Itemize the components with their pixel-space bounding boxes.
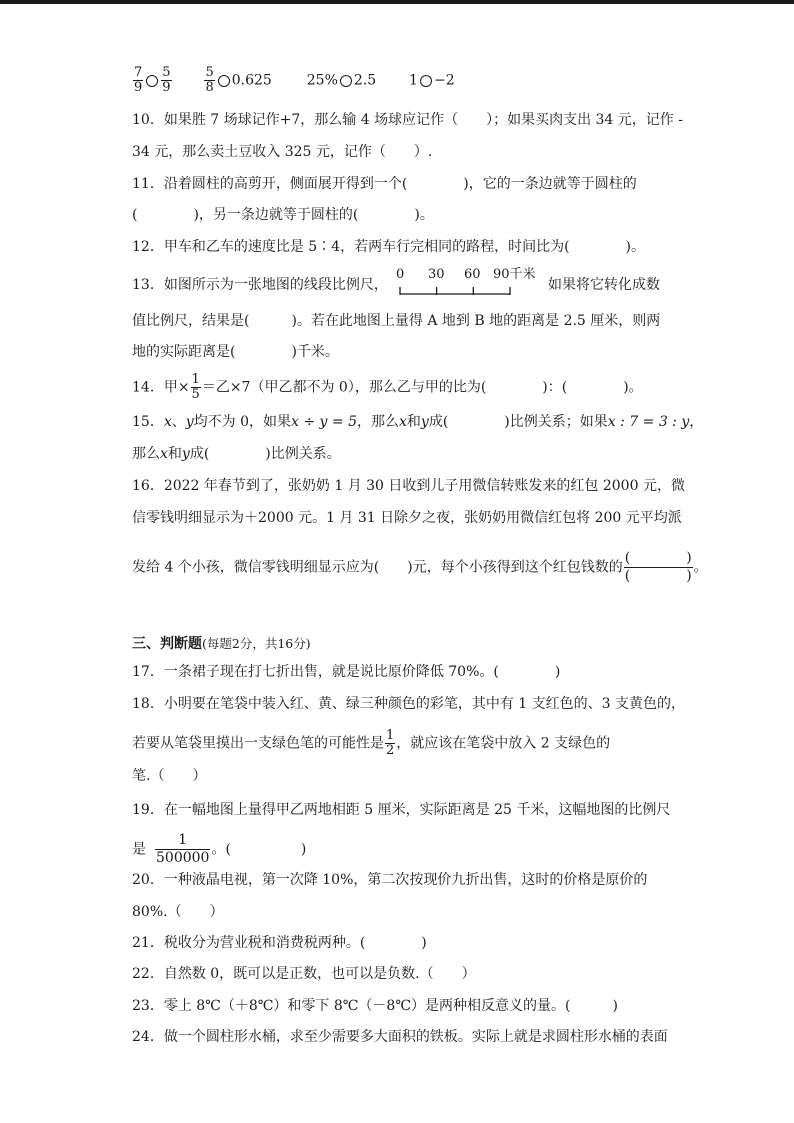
q18-text: ，就应该在笔袋中放入 2 支绿色的 bbox=[396, 735, 611, 752]
fraction: $\frac{7}{9}$ bbox=[134, 65, 143, 95]
top-border bbox=[0, 0, 794, 4]
q16-line-2: 信零钱明细显示为＋2000 元。1 月 31 日除夕之夜，张奶奶用微信红包将 200 元平均派 bbox=[132, 510, 682, 526]
section-header bbox=[132, 634, 311, 654]
q16-text: 。 bbox=[693, 559, 708, 576]
q15-text: ，那么 bbox=[357, 414, 399, 430]
q11-line-2: ( )，另一条边就等于圆柱的( )。 bbox=[132, 207, 434, 223]
q13-line-1b: 如果将它转化成数 bbox=[548, 277, 660, 293]
line-scale-figure bbox=[396, 267, 536, 299]
compare-value: 0.625 bbox=[231, 72, 272, 89]
q19-line-1: 19．在一幅地图上量得甲乙两地相距 5 厘米，实际距离是 25 千米，这幅地图的比例尺 bbox=[132, 802, 671, 818]
q20-line-2: 80%.（ ） bbox=[132, 904, 224, 920]
q11-line-1: 11．沿着圆柱的高剪开，侧面展开得到一个( )，它的一条边就等于圆柱的 bbox=[132, 176, 637, 192]
q15-text: 成( )比例关系。 bbox=[189, 446, 341, 462]
scale-bar bbox=[399, 287, 511, 295]
scale-label: 90千米 bbox=[493, 267, 536, 282]
q9-compare-row bbox=[132, 66, 455, 95]
q15-line-1 bbox=[132, 412, 703, 432]
compare-value: −2 bbox=[433, 72, 455, 89]
q15-expr: x : 7 = 3 : y bbox=[607, 414, 690, 430]
q14-text: ＝乙×7（甲乙都不为 0），那么乙与甲的比为( )：( )。 bbox=[201, 379, 643, 396]
scale-label: 30 bbox=[428, 267, 445, 282]
compare-value: 1 bbox=[409, 72, 418, 89]
q19-text: 。( ) bbox=[211, 841, 307, 858]
q18-line-3: 笔.（ ） bbox=[132, 768, 207, 784]
q15-expr: x ÷ y = 5 bbox=[291, 414, 357, 430]
q18-line-2 bbox=[132, 729, 610, 758]
var-y: y bbox=[181, 446, 190, 462]
compare-circle[interactable] bbox=[146, 75, 158, 87]
fraction-blank: $\frac{( )}{( )}$ bbox=[624, 550, 692, 584]
q19-text: 是 bbox=[132, 841, 146, 858]
fraction: $\frac{1}{500000}$ bbox=[156, 832, 210, 866]
var-x: x bbox=[399, 414, 407, 430]
scale-label: 0 bbox=[396, 267, 405, 282]
q13-line-3: 地的实际距离是( )千米。 bbox=[132, 344, 339, 360]
compare-circle[interactable] bbox=[340, 75, 352, 87]
q15-text: 成( )比例关系；如果 bbox=[428, 414, 608, 430]
fraction: $\frac{5}{8}$ bbox=[205, 65, 214, 95]
fraction: $\frac{1}{5}$ bbox=[191, 372, 200, 402]
q15-text: 和 bbox=[167, 446, 182, 462]
scale-label: 60 bbox=[464, 267, 481, 282]
compare-value: 25% bbox=[306, 72, 338, 89]
q16-line-1: 16．2022 年春节到了，张奶奶 1 月 30 日收到儿子用微信转账发来的红包 2000 元，微 bbox=[132, 478, 685, 494]
q14-line-1 bbox=[132, 373, 643, 402]
section-note: (每题2分，共16分) bbox=[202, 636, 311, 651]
q23-line-1: 23．零上 8℃（＋8℃）和零下 8℃（－8℃）是两种相反意义的量。( ) bbox=[132, 998, 618, 1014]
q19-line-2 bbox=[132, 832, 306, 867]
q10-line-1: 10．如果胜 7 场球记作+7，那么输 4 场球应记作（ ）；如果买肉支出 34 元，记作 - bbox=[132, 112, 683, 128]
q15-text: 均不为 0，如果 bbox=[193, 414, 292, 430]
q15-text: 和 bbox=[406, 414, 421, 430]
q21-line-1: 21．税收分为营业税和消费税两种。( ) bbox=[132, 935, 427, 951]
q17-line-1: 17．一条裙子现在打七折出售，就是说比原价降低 70%。( ) bbox=[132, 664, 561, 680]
compare-value: 2.5 bbox=[353, 72, 377, 89]
q18-text: 若要从笔袋里摸出一支绿色笔的可能性是 bbox=[132, 735, 384, 752]
q12-line-1: 12．甲车和乙车的速度比是 5∶4，若两车行完相同的路程，时间比为( )。 bbox=[132, 239, 646, 255]
section-title: 三、判断题 bbox=[132, 636, 202, 652]
var-y: y bbox=[185, 414, 194, 430]
q14-text: 14．甲× bbox=[132, 379, 190, 396]
compare-circle[interactable] bbox=[420, 75, 432, 87]
q15-text: 、 bbox=[171, 414, 186, 430]
compare-circle[interactable] bbox=[218, 75, 230, 87]
q24-line-1: 24．做一个圆柱形水桶，求至少需要多大面积的铁板。实际上就是求圆柱形水桶的表面 bbox=[132, 1029, 668, 1045]
q15-text: 那么 bbox=[132, 446, 160, 462]
q22-line-1: 22．自然数 0，既可以是正数，也可以是负数.（ ） bbox=[132, 966, 476, 982]
q16-text: 发给 4 个小孩，微信零钱明细显示应为( )元，每个小孩得到这个红包钱数的 bbox=[132, 559, 623, 576]
q13-line-1a: 13．如图所示为一张地图的线段比例尺， bbox=[132, 277, 388, 293]
q15-text: ， bbox=[689, 414, 704, 430]
fraction: $\frac{1}{2}$ bbox=[386, 728, 395, 758]
var-x: x bbox=[160, 446, 168, 462]
q15-line-2 bbox=[132, 444, 341, 464]
var-y: y bbox=[420, 414, 429, 430]
var-x: x bbox=[163, 414, 172, 430]
q15-text: 15． bbox=[132, 414, 164, 430]
q10-line-2: 34 元，那么卖土豆收入 325 元，记作（ ）. bbox=[132, 144, 433, 160]
fraction: $\frac{5}{9}$ bbox=[162, 65, 171, 95]
q16-line-3 bbox=[132, 550, 708, 585]
q18-line-1: 18．小明要在笔袋中装入红、黄、绿三种颜色的彩笔，其中有 1 支红色的、3 支黄色的， bbox=[132, 696, 685, 712]
q20-line-1: 20．一种液晶电视，第一次降 10%，第二次按现价九折出售，这时的价格是原价的 bbox=[132, 872, 648, 888]
q13-line-2: 值比例尺，结果是( )。若在此地图上量得 A 地到 B 地的距离是 2.5 厘米，则两 bbox=[132, 313, 661, 329]
